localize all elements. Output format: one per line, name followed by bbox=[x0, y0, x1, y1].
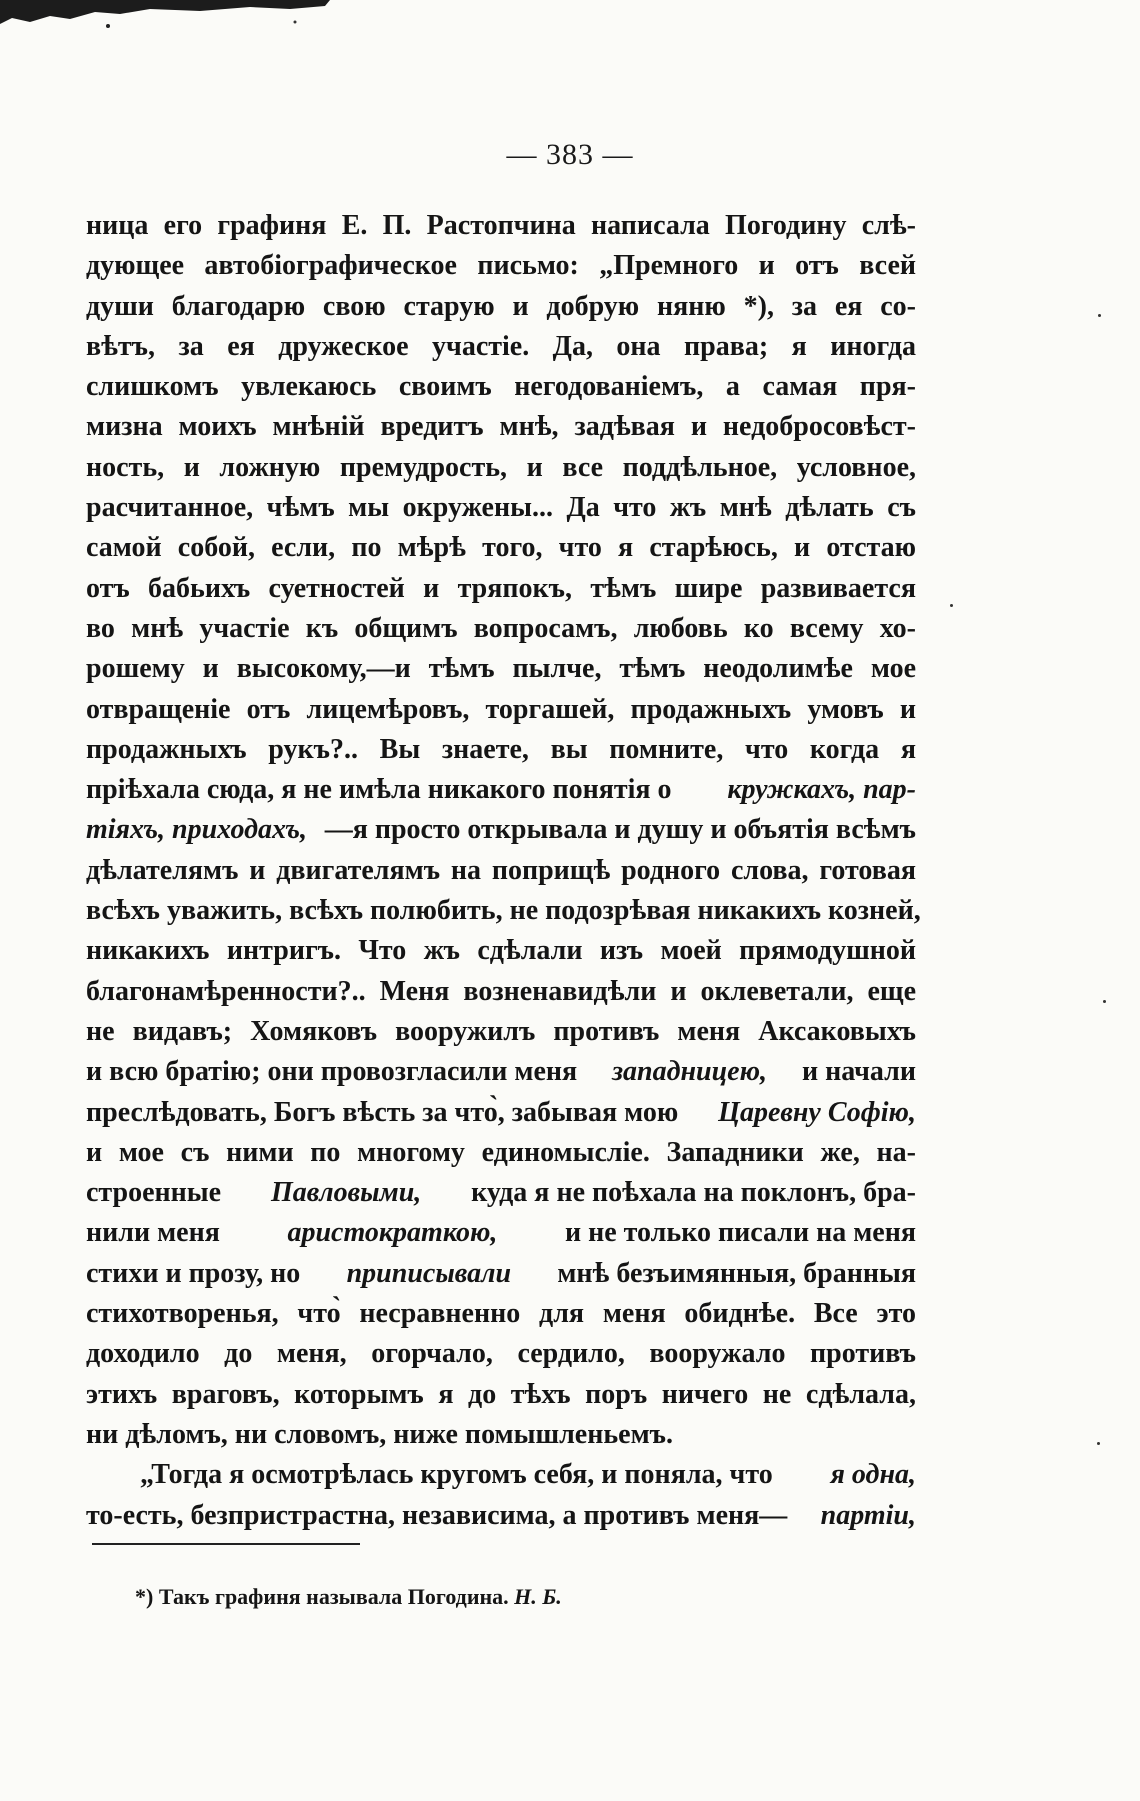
scan-speck bbox=[1097, 1442, 1100, 1445]
text-line: дующее автобіографическое письмо: „Премного и отъ всей bbox=[86, 250, 916, 282]
text-line: продажныхъ рукъ?.. Вы знаете, вы помните, что когда я bbox=[86, 733, 916, 765]
text-segment: куда я не поѣхала на поклонъ, бра- bbox=[471, 1177, 916, 1209]
text-line: и мое съ ними по многому единомысліе. Западники же, на- bbox=[86, 1136, 916, 1168]
italic-phrase: я одна, bbox=[830, 1459, 916, 1491]
text-line bbox=[86, 1254, 916, 1294]
italic-phrase: Царевну Софію, bbox=[718, 1096, 916, 1128]
scan-speck bbox=[1098, 314, 1101, 317]
text-line: доходило до меня, огорчало, сердило, вооружало противъ bbox=[86, 1338, 916, 1370]
scan-edge-mark bbox=[0, 0, 330, 30]
text-segment: мнѣ безъимянныя, бранныя bbox=[557, 1257, 916, 1289]
text-line: ница его графиня Е. П. Растопчина написала Погодину слѣ- bbox=[86, 210, 916, 241]
text-line: рошему и высокому,—и тѣмъ пылче, тѣмъ неодолимѣе мое bbox=[86, 653, 916, 685]
text-line bbox=[86, 770, 916, 810]
scan-speck bbox=[950, 604, 953, 607]
footnote-rule bbox=[92, 1543, 360, 1545]
text-line bbox=[86, 1173, 916, 1213]
text-line bbox=[86, 1455, 916, 1495]
italic-phrase: тіяхъ, приходахъ, bbox=[86, 814, 308, 846]
text-segment: и начали bbox=[801, 1056, 916, 1088]
italic-phrase: приписывали bbox=[346, 1257, 512, 1289]
text-line: благонамѣренности?.. Меня возненавидѣли и оклеветали, еще bbox=[86, 975, 916, 1007]
page-number: — 383 — bbox=[506, 138, 634, 171]
text-segment: и всю братію; они провозгласили меня bbox=[86, 1056, 578, 1088]
footnote-text: *) Такъ графиня называла Погодина. bbox=[135, 1584, 515, 1609]
text-segment: стихи и прозу, но bbox=[86, 1257, 301, 1289]
text-segment: „Тогда я осмотрѣлась кругомъ себя, и поняла, что bbox=[140, 1459, 773, 1491]
text-line: отъ бабьихъ суетностей и тряпокъ, тѣмъ шире развивается bbox=[86, 572, 916, 604]
text-line: ни дѣломъ, ни словомъ, ниже помышленьемъ. bbox=[86, 1418, 674, 1450]
text-line: никакихъ интригъ. Что жъ сдѣлали изъ моей прямодушной bbox=[86, 935, 916, 967]
text-line: всѣхъ уважить, всѣхъ полюбить, не подозрѣвая никакихъ козней, bbox=[86, 895, 921, 927]
text-line: не видавъ; Хомяковъ вооружилъ противъ меня Аксаковыхъ bbox=[86, 1015, 916, 1047]
footnote bbox=[135, 1584, 562, 1610]
text-line: дѣлателямъ и двигателямъ на поприщѣ родного слова, готовая bbox=[86, 854, 916, 886]
text-segment: и не только писали на меня bbox=[564, 1217, 916, 1249]
text-line: этихъ враговъ, которымъ я до тѣхъ поръ ничего не сдѣлала, bbox=[86, 1378, 916, 1410]
main-text bbox=[86, 206, 921, 1536]
text-line: стихотворенья, что̀ несравненно для меня обиднѣе. Все это bbox=[86, 1298, 916, 1330]
text-line: самой собой, если, по мѣрѣ того, что я старѣюсь, и отстаю bbox=[86, 532, 916, 564]
text-line: ность, и ложную премудрость, и все поддѣльное, условное, bbox=[86, 451, 916, 483]
italic-phrase: Павловыми, bbox=[270, 1177, 422, 1209]
footnote-signature: Н. Б. bbox=[514, 1584, 562, 1609]
text-line: во мнѣ участіе къ общимъ вопросамъ, любовь ко всему хо- bbox=[86, 612, 916, 644]
scan-speck bbox=[1103, 1000, 1106, 1003]
text-segment: пріѣхала сюда, я не имѣла никакого понятія о bbox=[86, 774, 672, 806]
italic-phrase: кружкахъ, пар- bbox=[727, 774, 916, 806]
text-line bbox=[86, 1052, 916, 1092]
text-segment: то-есть, безпристрастна, независима, а противъ меня— bbox=[86, 1499, 788, 1531]
text-line bbox=[86, 1496, 916, 1536]
italic-phrase: партіи, bbox=[820, 1499, 916, 1531]
text-line bbox=[86, 1213, 916, 1253]
text-line: вѣтъ, за ея дружеское участіе. Да, она права; я иногда bbox=[86, 330, 916, 362]
italic-phrase: аристократкою, bbox=[287, 1217, 498, 1249]
text-segment: преслѣдовать, Богъ вѣсть за что̀, забывая мою bbox=[86, 1096, 679, 1128]
text-line bbox=[86, 1093, 916, 1133]
text-line: расчитанное, чѣмъ мы окружены... Да что жъ мнѣ дѣлать съ bbox=[86, 492, 916, 524]
text-segment: строенные bbox=[86, 1177, 222, 1209]
text-segment: —я просто открывала и душу и объятія всѣмъ bbox=[324, 814, 916, 846]
text-line: мизна моихъ мнѣній вредитъ мнѣ, задѣвая и недобросовѣст- bbox=[86, 411, 916, 443]
text-line: слишкомъ увлекаюсь своимъ негодованіемъ, а самая пря- bbox=[86, 371, 916, 403]
italic-phrase: западницею, bbox=[612, 1056, 768, 1088]
text-segment: нили меня bbox=[86, 1217, 220, 1249]
text-line: отвращеніе отъ лицемѣровъ, торгашей, продажныхъ умовъ и bbox=[86, 693, 916, 725]
text-line bbox=[86, 810, 916, 850]
text-line: души благодарю свою старую и добрую няню *), за ея со- bbox=[86, 290, 916, 322]
